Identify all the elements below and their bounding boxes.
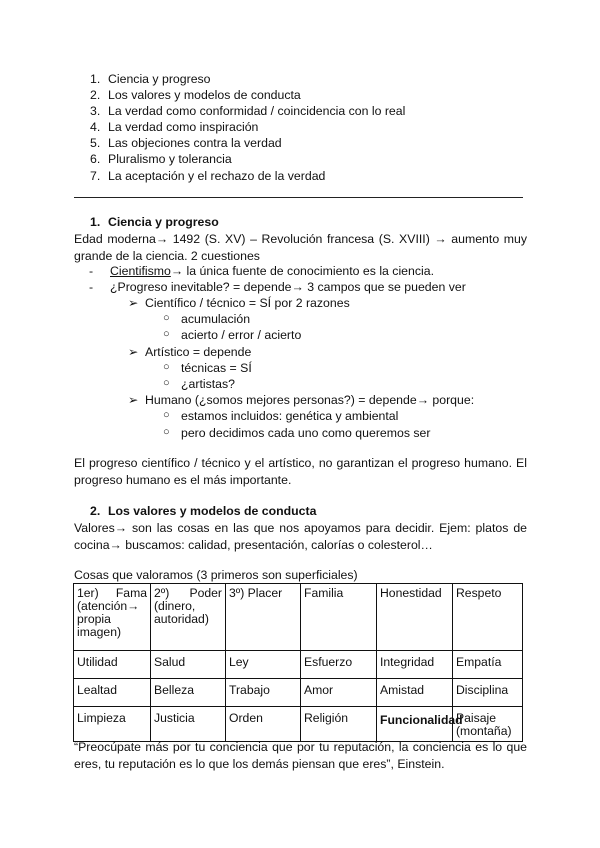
table-cell: Integridad — [377, 651, 453, 679]
table-cell: Esfuerzo — [301, 651, 377, 679]
toc-item: 2. Los valores y modelos de conducta — [90, 88, 301, 103]
bullet-progreso: ¿Progreso inevitable? = depende→ 3 campos que se pueden ver — [110, 280, 466, 294]
circle-bullet-icon: ○ — [163, 328, 170, 340]
table-cell: Salud — [151, 651, 226, 679]
table-cell: Disciplina — [453, 679, 523, 707]
table-cell: Limpieza — [74, 707, 151, 742]
horizontal-divider — [74, 197, 523, 198]
table-cell: Ley — [226, 651, 301, 679]
table-cell: Amistad — [377, 679, 453, 707]
table-cell: 2º) Poder (dinero, autoridad) — [151, 584, 226, 651]
table-cell: 3º) Placer — [226, 584, 301, 651]
list-item: acierto / error / acierto — [181, 328, 302, 342]
dash-bullet: - — [89, 264, 94, 278]
table-cell: 1er) Fama (atención→ propia imagen) — [74, 584, 151, 651]
table-cell: Familia — [301, 584, 377, 651]
list-item: ¿artistas? — [181, 377, 235, 391]
subitem-artistico: Artístico = depende — [145, 345, 252, 359]
table-cell: Funcionalidad — [377, 707, 453, 742]
table-cell: Utilidad — [74, 651, 151, 679]
toc-item: 5. Las objeciones contra la verdad — [90, 136, 282, 151]
table-cell: Trabajo — [226, 679, 301, 707]
section1-conclusion: El progreso científico / técnico y el artístico, no garantizan el progreso humano. El progreso humano es el más importante. — [74, 456, 527, 487]
table-cell: Respeto — [453, 584, 523, 651]
bullet-cientifismo: Cientifismo→ la única fuente de conocimiento es la ciencia. — [110, 264, 434, 278]
section-heading-2: 2. Los valores y modelos de conducta — [90, 504, 317, 518]
arrow-bullet-icon: ➢ — [128, 296, 139, 310]
section1-intro: Edad moderna→ 1492 (S. XV) – Revolución francesa (S. XVIII) → aumento muy grande de la ciencia. 2 cuestiones — [74, 232, 527, 263]
section-heading-1: 1. Ciencia y progreso — [90, 215, 219, 229]
table-row — [74, 707, 523, 742]
table-cell: Justicia — [151, 707, 226, 742]
table-cell: Orden — [226, 707, 301, 742]
table-cell: Belleza — [151, 679, 226, 707]
table-cell: Paisaje (montaña) — [453, 707, 523, 742]
list-item: técnicas = SÍ — [181, 361, 252, 375]
einstein-quote: “Preocúpate más por tu conciencia que por tu reputación, la conciencia es lo que eres, tu reputación es lo que los demás piensan que eres”, Einstein. — [74, 740, 527, 771]
circle-bullet-icon: ○ — [163, 377, 170, 389]
toc-item: 3. La verdad como conformidad / coincidencia con lo real — [90, 104, 406, 119]
table-cell: Lealtad — [74, 679, 151, 707]
toc-item: 7. La aceptación y el rechazo de la verdad — [90, 168, 326, 183]
table-cell: Religión — [301, 707, 377, 742]
circle-bullet-icon: ○ — [163, 426, 170, 438]
subitem-cientifico: Científico / técnico = SÍ por 2 razones — [145, 296, 350, 310]
table-cell: Amor — [301, 679, 377, 707]
table-row — [74, 679, 523, 707]
table-row — [74, 651, 523, 679]
list-item: pero decidimos cada uno como queremos ser — [181, 426, 431, 440]
table-caption: Cosas que valoramos (3 primeros son superficiales) — [74, 568, 358, 582]
arrow-bullet-icon: ➢ — [128, 393, 139, 407]
list-item: acumulación — [181, 312, 251, 326]
table-of-contents — [90, 71, 405, 184]
toc-item: 1. Ciencia y progreso — [90, 72, 211, 86]
dash-bullet: - — [89, 280, 94, 294]
cientifismo-term: Cientifismo — [110, 264, 171, 278]
table-cell: Empatía — [453, 651, 523, 679]
values-table — [73, 583, 523, 742]
section2-intro: Valores→ son las cosas en las que nos apoyamos para decidir. Ejem: platos de cocina→ buscamos: calidad, presentación, calorías o colesterol… — [74, 521, 527, 552]
toc-item: 4. La verdad como inspiración — [90, 120, 259, 135]
circle-bullet-icon: ○ — [163, 312, 170, 324]
subitem-humano: Humano (¿somos mejores personas?) = depende→ porque: — [145, 393, 475, 407]
list-item: estamos incluidos: genética y ambiental — [181, 409, 399, 423]
circle-bullet-icon: ○ — [163, 361, 170, 373]
toc-item: 6. Pluralismo y tolerancia — [90, 152, 232, 167]
table-cell: Honestidad — [377, 584, 453, 651]
arrow-bullet-icon: ➢ — [128, 345, 139, 359]
circle-bullet-icon: ○ — [163, 409, 170, 421]
table-row — [74, 584, 523, 651]
